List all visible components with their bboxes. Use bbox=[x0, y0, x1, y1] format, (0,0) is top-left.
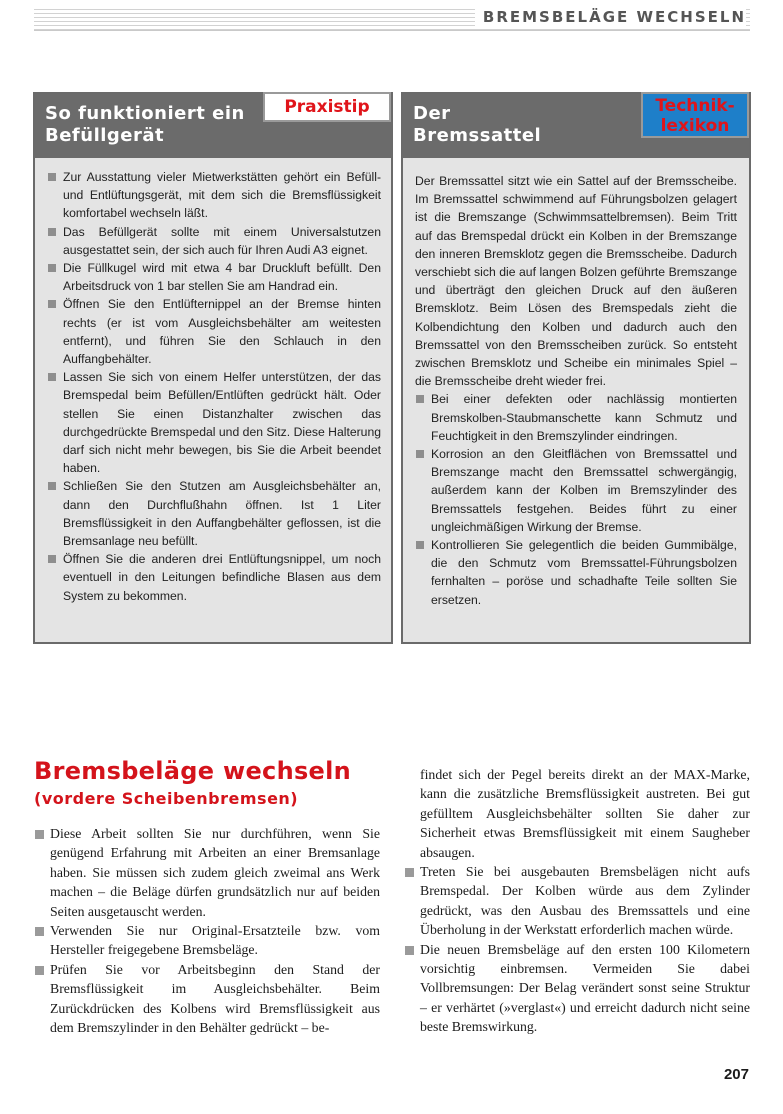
page-number: 207 bbox=[723, 1066, 749, 1083]
technik-box bbox=[401, 92, 751, 644]
bullet-square-icon bbox=[48, 373, 56, 381]
list-item: Bei einer defekten oder nachlässig montierten Bremskolben-Staubmanschette kann Schmutz und Feuchtigkeit in den Bremszylinder eindringen. bbox=[415, 390, 737, 445]
praxistip-title: So funktioniert ein Befüllgerät bbox=[45, 103, 245, 146]
list-item: Lassen Sie sich von einem Helfer unterstützen, der das Bremspedal beim Befüllen/Entlüften gedrückt hält. Oder stellen Sie einen Distanzhalter zwischen das durchgedrückte Bremspedal und den Sitz. Diese Halterung darf sich nicht mehr bewegen, bis Sie die Arbeit beendet haben. bbox=[47, 368, 381, 477]
bullet-square-icon bbox=[405, 946, 414, 955]
list-item: Diese Arbeit sollten Sie nur durchführen, wenn Sie genügend Erfahrung mit Arbeiten an einer Bremsanlage haben. Sie müssen sich zudem gleich zweimal ans Werk machen – die Beläge dürfen grundsätzlich nur auf beiden Seiten ausgetauscht werden. bbox=[34, 824, 380, 921]
bullet-square-icon bbox=[48, 228, 56, 236]
bullet-square-icon bbox=[416, 395, 424, 403]
list-item: Öffnen Sie die anderen drei Entlüftungsnippel, um noch eventuell in den Leitungen befindliche Blasen aus dem System zu bekommen. bbox=[47, 550, 381, 605]
list-item: Kontrollieren Sie gelegentlich die beiden Gummibälge, die den Schmutz vom Bremssattel-Führungsbolzen fernhalten – poröse und schadhafte Teile sollten Sie ersetzen. bbox=[415, 536, 737, 609]
list-item: Verwenden Sie nur Original-Ersatzteile bzw. vom Hersteller freigegebene Bremsbeläge. bbox=[34, 921, 380, 960]
bullet-square-icon bbox=[405, 868, 414, 877]
list-item: Schließen Sie den Stutzen am Ausgleichsbehälter an, dann den Durchflußhahn öffnen. Ist 1 Liter Bremsflüssigkeit in den Auffangbehälter geflossen, ist die Bremsanlage neu befüllt. bbox=[47, 477, 381, 550]
continuation-text: findet sich der Pegel bereits direkt an der MAX-Marke, kann die zusätzliche Bremsflüssigkeit austreten. Bei gut gefülltem Ausgleichsbehälter sollten Sie daher zur Sicherheit etwas Bremsflüssigkeit mit einem Saugheber absaugen. bbox=[420, 767, 750, 860]
technik-title: Der Bremssattel bbox=[413, 103, 542, 146]
list-item: Prüfen Sie vor Arbeitsbeginn den Stand der Bremsflüssigkeit im Ausgleichsbehälter. Beim Zurückdrücken des Kolbens wird Bremsflüssigkeit aus dem Bremszylinder in den Behälter gedrückt – be- bbox=[34, 960, 380, 1038]
praxistip-box bbox=[33, 92, 393, 644]
running-head-title: BREMSBELÄGE WECHSELN bbox=[475, 8, 746, 26]
bullet-square-icon bbox=[35, 927, 44, 936]
bullet-square-icon bbox=[48, 300, 56, 308]
list-item: Die neuen Bremsbeläge auf den ersten 100 Kilometern vorsichtig einbremsen. Vermeiden Sie dabei Vollbremsungen: Der Belag verändert sonst seine Struktur – er verhärtet (»verglast«) und erreicht dadurch nicht seine beste Bremswirkung. bbox=[404, 940, 750, 1037]
bullet-square-icon bbox=[48, 264, 56, 272]
section-subtitle: (vordere Scheibenbremsen) bbox=[34, 789, 299, 808]
bullet-square-icon bbox=[48, 482, 56, 490]
praxistip-badge: Praxistip bbox=[263, 92, 391, 122]
bullet-square-icon bbox=[35, 830, 44, 839]
bullet-square-icon bbox=[35, 966, 44, 975]
bullet-square-icon bbox=[416, 450, 424, 458]
praxistip-header bbox=[35, 94, 391, 158]
list-item: Öffnen Sie den Entlüfternippel an der Bremse hinten rechts (er ist vom Ausgleichsbehälter am weitesten entfernt), und führen Sie den Schlauch in den Auffangbehälter. bbox=[47, 295, 381, 368]
technik-badge: Technik- lexikon bbox=[641, 92, 749, 138]
technik-body bbox=[415, 172, 737, 609]
technik-intro: Der Bremssattel sitzt wie ein Sattel auf der Bremsscheibe. Im Bremssattel schwimmend auf Führungsbolzen gelagert ist die Bremszange (Schwimmsattelbremsen). Beim Tritt auf das Bremspedal drückt ein Kolben in der Bremszange den inneren Bremsklotz gegen die Bremsscheibe. Dadurch verschiebt sich die auf langen Bolzen geführte Bremszange und überträgt den gleichen Druck auf den äußeren Bremsklotz. Beim Lösen des Bremspedals zieht die Kolbendichtung den Kolben und dadurch auch den Bremssattel von den Bremsscheiben zurück. So entsteht zwischen Bremsklotz und Scheibe ein minimales Spiel – die Bremsscheibe dreht wieder frei. bbox=[415, 174, 737, 389]
list-item: Zur Ausstattung vieler Mietwerkstätten gehört ein Befüll- und Entlüftungsgerät, mit dem sich die Bremsflüssigkeit komfortabel wechseln läßt. bbox=[47, 168, 381, 223]
praxistip-body bbox=[47, 168, 381, 605]
list-item: Korrosion an den Gleitflächen von Bremssattel und Bremszange macht den Bremssattel schwergängig, außerdem kann der Kolben im Bremszylinder des Bremssattels festgehen. Beides führt zu einer ungleichmäßigen Wirkung der Bremse. bbox=[415, 445, 737, 536]
bullet-square-icon bbox=[48, 173, 56, 181]
main-column-right bbox=[404, 765, 750, 1037]
list-item: Treten Sie bei ausgebauten Bremsbelägen nicht aufs Bremspedal. Der Kolben würde aus dem Zylinder gedrückt, was den Ausbau des Bremssattels und eine Überholung in der Werkstatt erforderlich machen würde. bbox=[404, 862, 750, 940]
section-title: Bremsbeläge wechseln bbox=[34, 757, 352, 785]
bullet-square-icon bbox=[416, 541, 424, 549]
main-column-left bbox=[34, 824, 380, 1037]
list-item: Das Befüllgerät sollte mit einem Universalstutzen ausgestattet sein, der sich auch für Ihren Audi A3 eignet. bbox=[47, 223, 381, 259]
running-head bbox=[34, 6, 750, 31]
bullet-square-icon bbox=[48, 555, 56, 563]
technik-header bbox=[403, 94, 749, 158]
list-item: Die Füllkugel wird mit etwa 4 bar Druckluft befüllt. Den Arbeitsdruck von 1 bar stellen Sie am Handrad ein. bbox=[47, 259, 381, 295]
